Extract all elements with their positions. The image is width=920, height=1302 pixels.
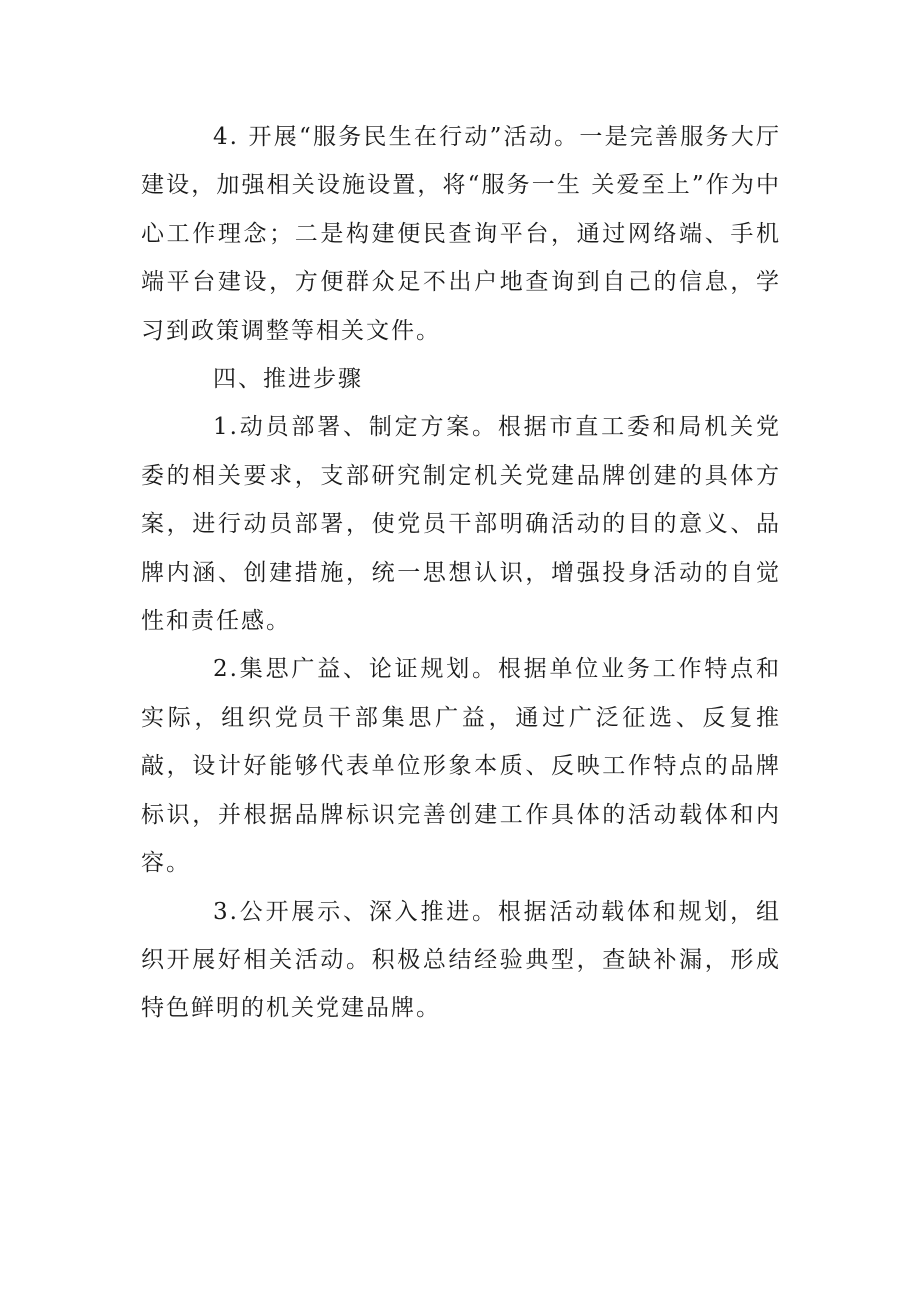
paragraph-step-3: 3.公开展示、深入推进。根据活动载体和规划，组织开展好相关活动。积极总结经验典型，查缺补漏，形成特色鲜明的机关党建品牌。 <box>141 898 781 1022</box>
paragraph-step-1: 1.动员部署、制定方案。根据市直工委和局机关党委的相关要求，支部研究制定机关党建品牌创建的具体方案，进行动员部署，使党员干部明确活动的目的意义、品牌内涵、创建措施，统一思想认识，增强投身活动的自觉性和责任感。 <box>141 414 781 635</box>
document-body <box>141 113 781 1033</box>
paragraph-step-2: 2.集思广益、论证规划。根据单位业务工作特点和实际，组织党员干部集思广益，通过广泛征选、反复推敲，设计好能够代表单位形象本质、反映工作特点的品牌标识，并根据品牌标识完善创建工作具体的活动载体和内容。 <box>141 656 781 877</box>
paragraph-item-4: 4. 开展“服务民生在行动”活动。一是完善服务大厅建设，加强相关设施设置，将“服务一生 关爱至上”作为中心工作理念；二是构建便民查询平台，通过网络端、手机端平台建设，方便群众足不出户地查询到自己的信息，学习到政策调整等相关文件。 <box>141 124 781 344</box>
section-heading-advancement-steps: 四、推进步骤 <box>213 366 363 393</box>
